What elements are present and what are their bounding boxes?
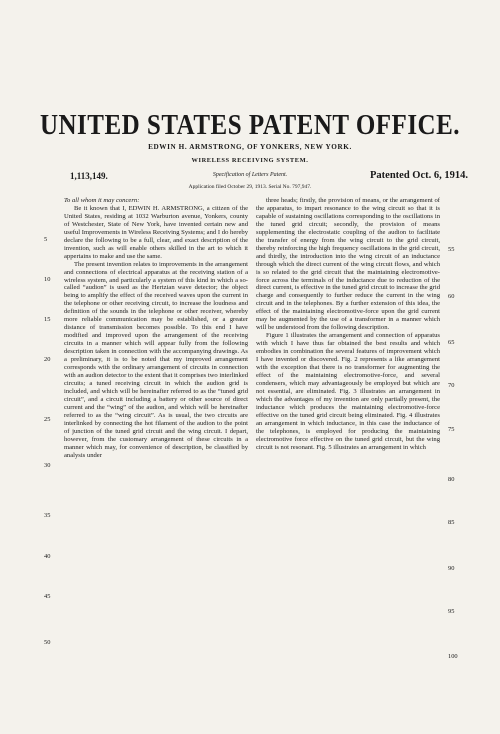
line-number: 55	[448, 246, 455, 253]
right-paragraph-1: three heads; firstly, the provision of means, or the arrangement of the apparatus, to impart resonance to the wing circuit so that it is capable of sustaining oscillations corresponding to the oscillations in the tuned grid circuit; secondly, the provision of means supplementing the electrostatic coupling of the audion to facilitate the transfer of energy from the wing circuit to the grid circuit, thereby reinforcing the high frequency oscillations in the grid circuit, and thirdly, the introduction into the wing circuit of an inductance through which the direct current of the wing circuit flows, and which is so related to the grid circuit that the maintaining electromotive-force across the terminals of the inductance due to reduction of the direct current, is effective in the tuned grid circuit to increase the grid charge and consequently to further reduce the current in the wing circuit and in the telephones. By a further extension of this idea, the effect of the maintaining electromotive-force upon the grid current may be augmented by the use of a transformer in a manner which will be understood from the following description.	[256, 197, 440, 332]
line-number: 80	[448, 476, 455, 483]
application-filed-line: Application filed October 29, 1913. Serial No. 797,947.	[188, 184, 312, 190]
right-paragraph-2: Figure 1 illustrates the arrangement and connection of apparatus with which I have thus far obtained the best results and which embodies in combination the several features of improvement which I have invented or discovered. Fig. 2 represents a like arrangement with the exception that there is no transformer for augmenting the effect of the maintaining electromotive-force, and several condensers, which may advantageously be employed but which are not essential, are eliminated. Fig. 3 illustrates an arrangement in which the advantages of my invention are only partially present, the inductance which produces the maintaining electromotive-force effective on the tuned grid circuit being eliminated. Fig. 4 illustrates an arrangement in which inductance, in this case the inductance of the telephones, is employed for producing the maintaining electromotive force effective on the tuned grid circuit, but the wing circuit is not resonant. Fig. 5 illustrates an arrangement in which	[256, 332, 440, 451]
line-number: 15	[44, 316, 51, 323]
line-number: 100	[448, 653, 458, 660]
line-number: 20	[44, 356, 51, 363]
line-number: 60	[448, 293, 455, 300]
line-number: 50	[44, 639, 51, 646]
line-number: 25	[44, 416, 51, 423]
line-number: 65	[448, 339, 455, 346]
patented-date: Patented Oct. 6, 1914.	[370, 170, 468, 181]
line-number: 70	[448, 382, 455, 389]
salutation: To all whom it may concern:	[64, 197, 140, 204]
line-number: 10	[44, 276, 51, 283]
line-number: 35	[44, 512, 51, 519]
line-number: 40	[44, 553, 51, 560]
left-paragraph-2: The present invention relates to improvements in the arrangement and connections of electrical apparatus at the receiving station of a wireless system, and particularly a system of this kind in which a so-called “audion” is used as the Hertzian wave detector; the object being to amplify the effect of the received waves upon the current in the telephone or other receiving circuit, to increase the loudness and definition of the sounds in the telephone or other receiver, whereby more reliable communication may be established, or a greater distance of transmission becomes possible. To this end I have modified and improved upon the arrangement of the receiving circuits in a manner which will appear fully from the following description taken in connection with the accompanying drawings. As a preliminary, it is to be noted that my improved arrangement corresponds with the ordinary arrangement of circuits in connection with an audion detector to the extent that it comprises two interlinked circuits; a tuned receiving circuit in which the audion grid is included, and which will be hereinafter referred to as the “tuned grid circuit”, and a circuit including a battery or other source of direct current and the “wing” of the audion, and which will be hereinafter referred to as the “wing circuit”. As is usual, the two circuits are interlinked by connecting the hot filament of the audion to the point of junction of the tuned grid circuit and the wing circuit. I depart, however, from the customary arrangement of these circuits in a manner which may, for convenience of description, be classified by analysis under	[64, 260, 248, 459]
line-number: 5	[44, 236, 48, 243]
right-text-column	[256, 197, 440, 452]
line-number: 45	[44, 593, 51, 600]
line-number: 90	[448, 565, 455, 572]
line-number: 85	[448, 519, 455, 526]
line-number: 95	[448, 608, 455, 615]
line-number: 75	[448, 426, 455, 433]
office-title: UNITED STATES PATENT OFFICE.	[39, 109, 461, 141]
specification-label: Specification of Letters Patent.	[212, 172, 288, 178]
invention-title: WIRELESS RECEIVING SYSTEM.	[191, 157, 309, 164]
line-number: 30	[44, 462, 51, 469]
patent-number: 1,113,149.	[70, 171, 108, 181]
left-paragraph-1: Be it known that I, EDWIN H. ARMSTRONG, a citizen of the United States, residing at 1032 Warburton avenue, Yonkers, county of Westchester, State of New York, have invented certain new and useful Improvements in Wireless Receiving Systems; and I do hereby declare the following to be a full, clear, and exact description of the invention, such as will enable others skilled in the art to which it appertains to make and use the same.	[64, 204, 248, 260]
inventor-line: EDWIN H. ARMSTRONG, OF YONKERS, NEW YORK.	[148, 143, 352, 151]
left-text-column	[64, 197, 248, 459]
